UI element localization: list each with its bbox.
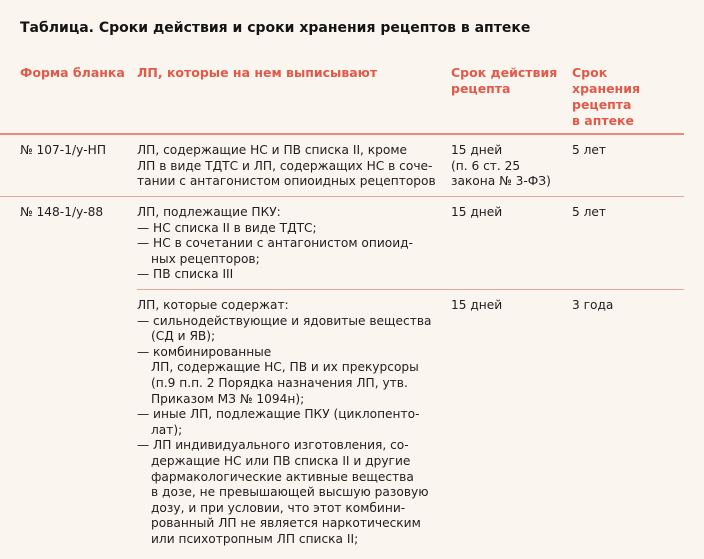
drug-line: дозу, и при условии, что этот комбини- [151,500,406,515]
row-2-drugs [137,205,413,283]
drug-line: держащие НС или ПВ списка II и другие [151,453,411,468]
header-storage-line: Срок [572,65,608,80]
header-validity [451,65,571,97]
drug-line: — ПВ списка III [137,267,234,282]
row-2-validity [451,205,502,221]
row-1-storage: 5 лет [572,143,607,157]
row-1-form: № 107-1/у-НП [20,143,107,157]
drug-line: ЛП, содержащие НС, ПВ и их прекурсоры [151,360,419,375]
drug-line: Приказом МЗ № 1094н); [151,391,305,406]
header-validity-line: рецепта [451,81,511,96]
drug-line: ных рецепторов; [151,251,260,266]
row-1-drugs [137,143,436,190]
row-divider [0,196,684,197]
row-1-validity [451,143,551,190]
validity-line: закона № 3-ФЗ) [451,174,551,189]
drug-line: (СД и ЯВ); [151,329,216,344]
header-storage [572,65,682,129]
header-rule [0,133,684,135]
drug-line: тании с антагонистом опиоидных рецепторов [137,174,436,189]
drug-line: рованный ЛП не является наркотическим [151,516,421,531]
header-validity-line: Срок действия [451,65,558,80]
validity-line: (п. 6 ст. 25 [451,158,521,173]
header-storage-line: хранения [572,81,640,96]
drug-line: — сильнодействующие и ядовитые вещества [137,313,432,328]
header-storage-line: в аптеке [572,113,635,128]
row-divider [137,289,684,290]
row-3-drugs [137,298,431,548]
drug-line: — НС списка II в виде ТДТС; [137,220,317,235]
drug-line: — иные ЛП, подлежащие ПКУ (циклопенто- [137,407,420,422]
validity-line: 15 дней [451,143,503,157]
header-storage-line: рецепта [572,97,632,112]
validity-line: 15 дней [451,205,503,219]
row-3-validity [451,298,502,314]
drug-line: ЛП, которые содержат: [137,298,289,312]
header-drugs: ЛП, которые на нем выписывают [137,65,378,80]
drug-line: (п.9 п.п. 2 Порядка назначения ЛП, утв. [151,375,408,390]
validity-line: 15 дней [451,298,503,312]
table-title: Таблица. Сроки действия и сроки хранения рецептов в аптеке [20,20,531,36]
drug-line: — НС в сочетании с антагонистом опиоид- [137,236,413,251]
drug-line: лат); [151,422,183,437]
drug-line: ЛП, содержащие НС и ПВ списка II, кроме [137,143,408,157]
drug-line: или психотропным ЛП списка II; [151,531,359,546]
row-2-storage: 5 лет [572,205,607,219]
drug-line: в дозе, не превышающей высшую разовую [151,485,429,500]
row-3-storage: 3 года [572,298,614,312]
row-2-form: № 148-1/у-88 [20,205,104,219]
drug-line: ЛП, подлежащие ПКУ: [137,205,281,219]
drug-line: фармакологические активные вещества [151,469,414,484]
drug-line: — комбинированные [137,344,272,359]
header-form: Форма бланка [20,65,125,80]
drug-line: — ЛП индивидуального изготовления, со- [137,438,409,453]
drug-line: ЛП в виде ТДТС и ЛП, содержащих НС в соче- [137,158,433,173]
